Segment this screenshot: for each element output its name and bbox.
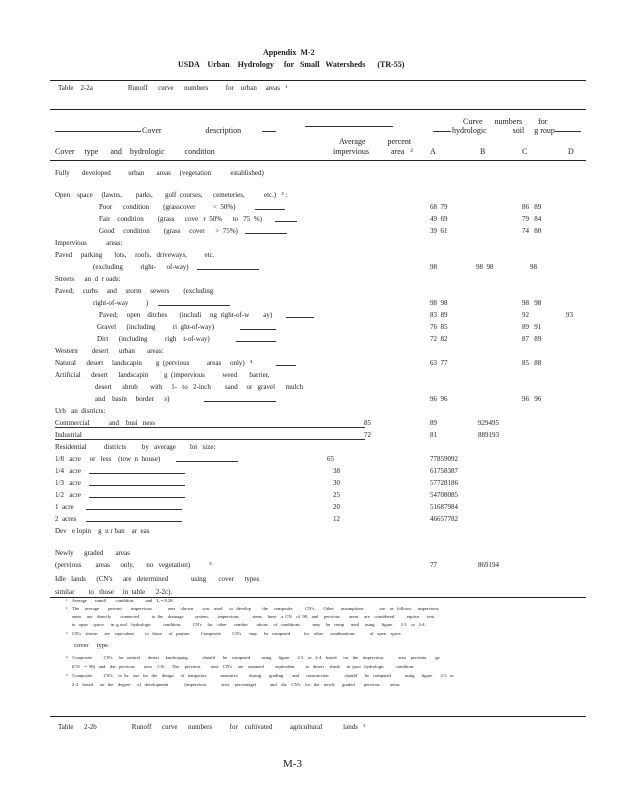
leader-line <box>86 509 182 510</box>
leader-line <box>275 221 297 222</box>
table-row-label: Paved parking lots, roofs, driveways, etc. <box>55 251 215 259</box>
cell-group-a: 61758387 <box>430 467 458 475</box>
cell-group-a: 57728186 <box>430 479 458 487</box>
header-rule <box>50 160 586 161</box>
leader-line <box>55 439 365 440</box>
cell-group-c: 98 <box>530 263 537 271</box>
cell-impervious-pct: 38 <box>333 467 340 475</box>
cell-group-a: 89 <box>430 419 437 427</box>
cell-group-a: 68 79 <box>430 203 448 211</box>
table-row-label: Paved; curbs and storm sewers (excluding <box>55 287 214 295</box>
footnote-line: ¹ Average runoff condition, and Iₐ = 0.2S. <box>66 598 174 603</box>
cell-group-a: 46657782 <box>430 515 458 523</box>
table-row-label: Dev e lopin g u r ban ar eas <box>55 527 150 535</box>
soil-group-a-header: A <box>430 147 436 156</box>
table-row-label: Gravel (including ri ght-of-way) <box>97 323 215 331</box>
cell-group-d: 93 <box>566 311 573 319</box>
leader-line <box>236 341 276 342</box>
leader-line <box>55 427 365 428</box>
cell-group-a: 83 89 <box>430 311 448 319</box>
cell-group-c: 87 89 <box>522 335 542 343</box>
leader-line <box>86 521 182 522</box>
cell-group-a: 98 <box>430 263 437 271</box>
cell-group-c: 89 91 <box>522 323 542 331</box>
leader-line <box>255 209 285 210</box>
table-row-label: Residential districts by average lot size: <box>55 443 216 451</box>
cell-group-a: 54708085 <box>430 491 458 499</box>
leader-line <box>245 233 287 234</box>
table-caption-2-2a: Table 2-2a Runoff curve numbers for urban areas ¹ <box>58 84 288 92</box>
footnote-line: (CN = 96) and the pervious area CN. The pervious area CN's are assumed equivalent to desert shrub in poor hydrologic condition. <box>66 664 415 669</box>
header-leader-line <box>433 131 451 132</box>
table-row-label: Poor condition (grasscover < 50%) <box>99 203 236 211</box>
table-row-label: Fair condition (grass cove r 50% to 75 %) <box>99 215 262 223</box>
cell-group-b: 929495 <box>478 419 499 427</box>
leader-line <box>89 497 185 498</box>
cover-type-header: Cover type and hydrologic condition <box>55 147 215 156</box>
cell-group-c: 85 88 <box>522 359 542 367</box>
table-2-2b-rule <box>50 716 586 717</box>
leader-line <box>276 365 296 366</box>
cell-impervious-pct: 65 <box>327 455 334 463</box>
footnote-line: areas are directly connected to the drainage system, impervious areas have a CN of 98, and pervious areas are considered equiva ient <box>66 614 435 619</box>
table-row-label: Open space (lawns, parks, golf courses, cemeteries, etc.) ³ : <box>55 191 288 199</box>
leader-line <box>197 269 259 270</box>
soil-group-b-header: B <box>480 147 486 156</box>
leader-line <box>204 401 276 402</box>
cell-impervious-pct: 25 <box>333 491 340 499</box>
table-row-label: Idle lands (CN's are determined using cover types <box>55 575 260 583</box>
soil-group-d-header: D <box>568 147 574 156</box>
leader-line <box>176 461 238 462</box>
table-row-label: 2 acres <box>55 515 77 523</box>
cell-group-b: 869194 <box>478 561 499 569</box>
caption-rule <box>50 109 586 110</box>
cell-group-c: 86 89 <box>522 203 542 211</box>
table-row-label: 1/3 acre <box>55 479 81 487</box>
footnote-line: ³ CN's shown are equivalent to those of pasture. Composite CN's may be computed for other combinations of open space <box>66 631 401 636</box>
cell-impervious-pct: 85 <box>364 419 371 427</box>
table-row-label: Streets an d r oads: <box>55 275 121 283</box>
cell-group-c: 74 80 <box>522 227 542 235</box>
table-row-label: desert shrub with 1- to 2-inch sand or gravel mulch <box>95 383 304 391</box>
header-leader-line <box>55 131 141 132</box>
cell-impervious-pct: 30 <box>333 479 340 487</box>
page-number: M-3 <box>283 758 302 770</box>
cell-impervious-pct: 72 <box>364 431 371 439</box>
table-row-label: 1 acre <box>55 503 74 511</box>
cell-group-b: 98 98 <box>476 263 494 271</box>
footnote-line: ⁵ Composite CN's to be use for the design of temporary measures during grading and construction should be computed using figure 2-3 or <box>66 673 454 678</box>
table-row-label: (pervious areas only, no vegetation) ⁵ <box>55 561 212 569</box>
cell-group-a: 63 77 <box>430 359 448 367</box>
cell-group-a: 96 96 <box>430 395 448 403</box>
cell-group-a: 76 85 <box>430 323 448 331</box>
table-row-label: Natural desert landscapin g (pervious areas only) ⁴ <box>55 359 253 367</box>
curve-numbers-header: Curve numbers for <box>463 117 548 126</box>
avg-impervious-header: Average percent <box>339 137 412 146</box>
table-row-label: right-of-way ) <box>93 299 149 307</box>
leader-line <box>286 317 314 318</box>
footnote-line: ² The average percent impervious area shown was used to develop the composite CN's. Other assumptions are as follows: impervious <box>66 606 439 611</box>
cell-group-a: 72 82 <box>430 335 448 343</box>
header-leader-line <box>262 131 276 132</box>
cell-group-a: 51687984 <box>430 503 458 511</box>
cell-group-c: 98 98 <box>522 299 542 307</box>
table-row-label: Artificial desert landscapin g (impervious weed barrier, <box>55 371 270 379</box>
table-row-label: and basin border s) <box>95 395 170 403</box>
cell-group-a: 39 61 <box>430 227 448 235</box>
cell-group-a: 98 98 <box>430 299 448 307</box>
cell-group-b: 889193 <box>478 431 499 439</box>
soil-group-header: hydrologic soil g roup <box>452 126 555 135</box>
table-row-label: Fully developed urban areas (vegetation established) <box>55 169 264 177</box>
cover-description-header: Cover description <box>142 126 242 135</box>
cell-group-c: 92 <box>522 311 529 319</box>
table-row-label: Impervious areas: <box>55 239 123 247</box>
table-row-label: Urb an districts: <box>55 407 106 415</box>
table-row-label: (excluding right- of-way) <box>93 263 189 271</box>
soil-group-c-header: C <box>522 147 528 156</box>
table-row-label: Good condition (grass cover > 75%) <box>99 227 238 235</box>
leader-line <box>89 473 185 474</box>
footnote-line: to open space in g ood hydrologic condition. CN's for other combin ations of conditions may be comp uted using figure 2-3 or 2-4. <box>66 622 426 627</box>
table-row-label: Industrial <box>55 431 82 439</box>
table-row-label: 1/2 acre <box>55 491 81 499</box>
header-leader-line <box>555 131 581 132</box>
table-row-label: Commercial and busi ness <box>55 419 155 427</box>
leader-line <box>89 485 185 486</box>
cell-group-a: 77 <box>430 561 437 569</box>
top-rule <box>50 80 586 81</box>
table-caption-2-2b: Table 2-2b Runoff curve numbers for cultivated agricultural lands ¹ <box>58 723 366 731</box>
table-row-label: Newly graded areas <box>55 549 130 557</box>
cell-impervious-pct: 20 <box>333 503 340 511</box>
footnote-line: 2-4 based on the degree of development (impervious area percentage) and the CN's for the newly graded pervious areas. <box>66 682 401 687</box>
cell-impervious-pct: 12 <box>333 515 340 523</box>
cell-group-a: 77859092 <box>430 455 458 463</box>
table-row-label: similar to those in table 2-2c). <box>55 588 173 596</box>
cell-group-c: 79 84 <box>522 215 542 223</box>
footnote-line: cover type. <box>66 642 110 649</box>
footnote-line: ⁴ Composite CN's for natural desert landscaping should be computed using figure 2-3 or 2-4 based on the impervious area percenta ge <box>66 655 440 660</box>
impervious-area-header: impervious area ² <box>333 147 413 156</box>
table-row-label: 1/4 acre <box>55 467 81 475</box>
leader-line <box>158 305 230 306</box>
cell-group-c: 96 96 <box>522 395 542 403</box>
header-leader-line <box>305 126 393 127</box>
leader-line <box>240 329 276 330</box>
table-row-label: 1/8 acre or less (tow n house) <box>55 455 161 463</box>
appendix-label: Appendix M-2 <box>263 48 315 57</box>
cell-group-a: 49 69 <box>430 215 448 223</box>
cell-group-a: 81 <box>430 431 437 439</box>
table-row-label: Paved; open ditches (includi ng right-of-w ay) <box>99 311 273 319</box>
document-title: USDA Urban Hydrology for Small Watersheds (TR-55) <box>178 60 405 69</box>
table-row-label: Dirt (including righ t-of-way) <box>97 335 210 343</box>
table-row-label: Western desert urban areas: <box>55 347 164 355</box>
